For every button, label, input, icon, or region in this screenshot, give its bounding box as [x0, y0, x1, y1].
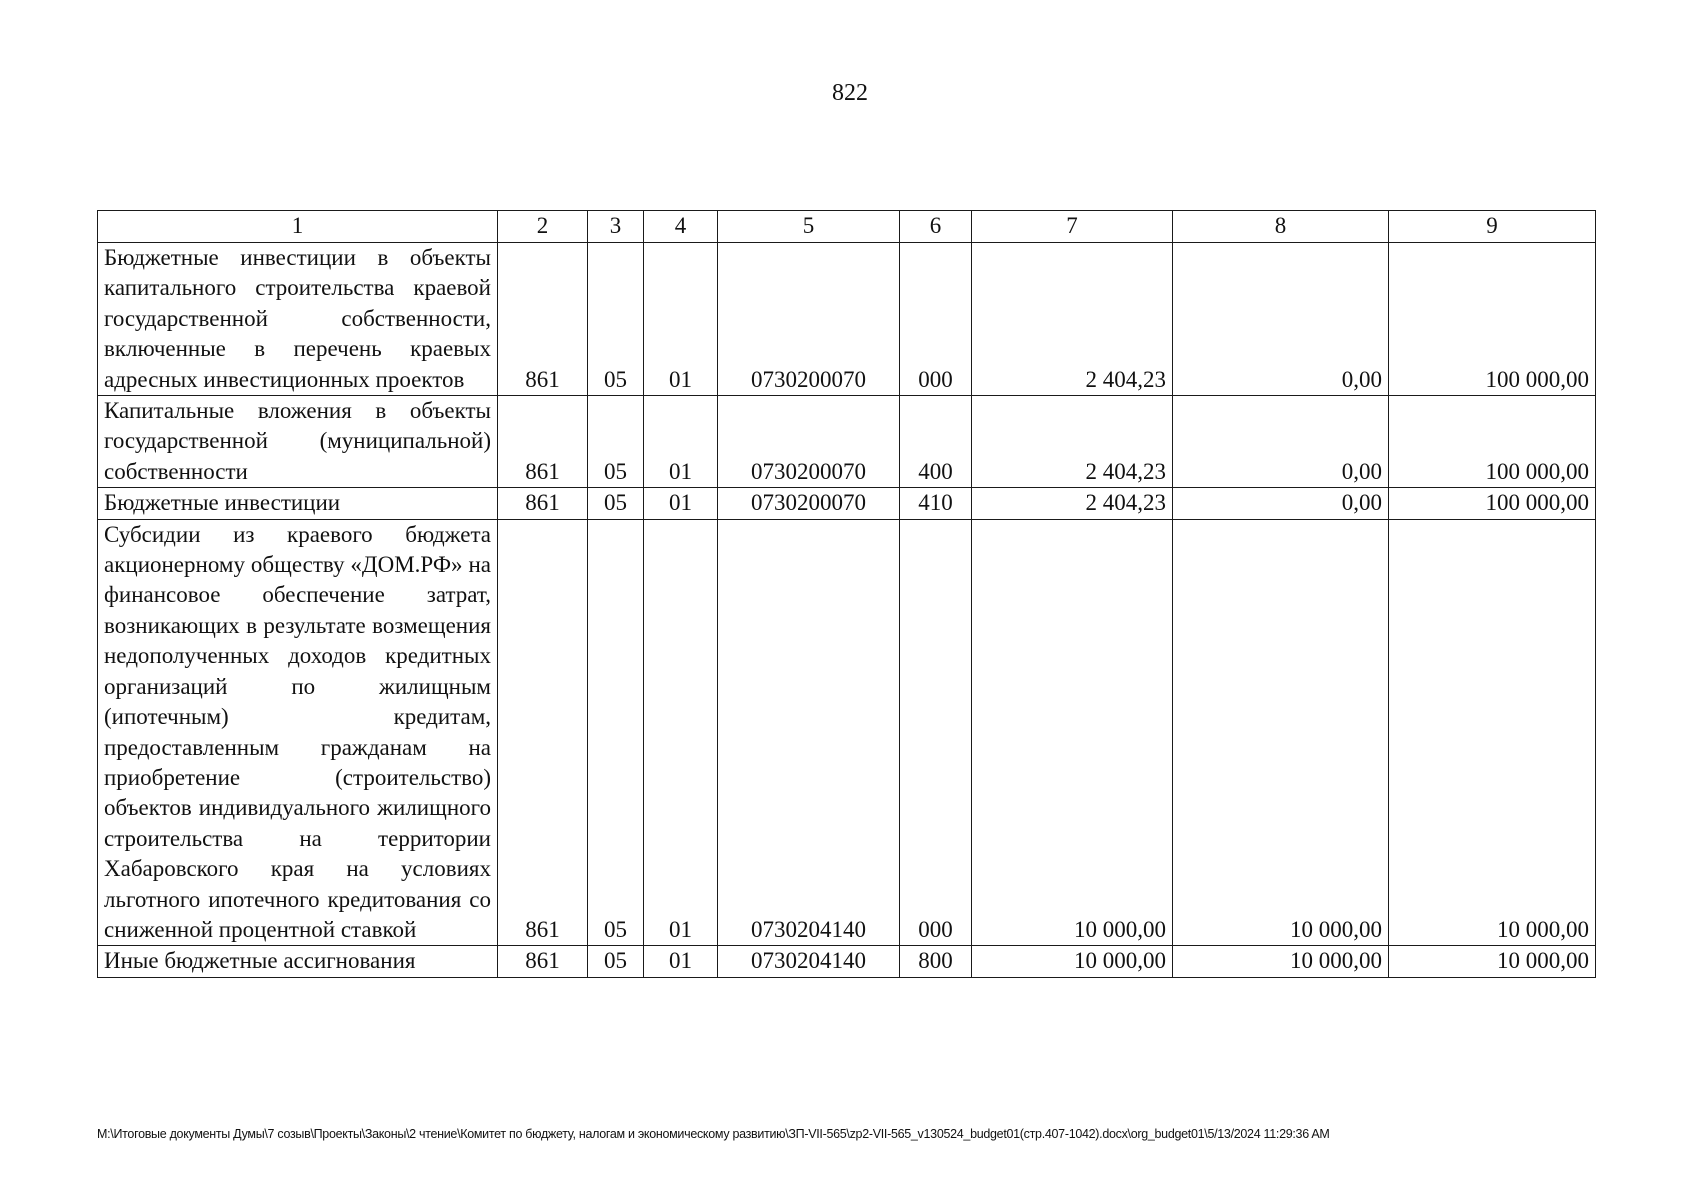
cell-col4: 01: [644, 243, 718, 396]
cell-col2: 861: [498, 396, 588, 488]
column-header: 4: [644, 211, 718, 243]
cell-col7: 10 000,00: [972, 519, 1173, 946]
table-row: [98, 519, 1596, 946]
cell-col8: 10 000,00: [1173, 946, 1389, 977]
cell-col6: 800: [900, 946, 972, 977]
cell-col5: 0730204140: [718, 946, 900, 977]
row-description: Бюджетные инвестиции в объекты капитального строительства краевой государственной собственности, включенные в перечень краевых адресных инвестиционных проектов: [98, 243, 498, 396]
cell-col9: 100 000,00: [1389, 243, 1596, 396]
column-header: 9: [1389, 211, 1596, 243]
cell-col2: 861: [498, 946, 588, 977]
cell-col9: 100 000,00: [1389, 488, 1596, 519]
column-header: 3: [588, 211, 644, 243]
column-header: 7: [972, 211, 1173, 243]
cell-col4: 01: [644, 519, 718, 946]
cell-col5: 0730200070: [718, 396, 900, 488]
page-number: 822: [832, 80, 868, 106]
table-row: [98, 488, 1596, 519]
cell-col8: 10 000,00: [1173, 519, 1389, 946]
table-row: [98, 243, 1596, 396]
cell-col6: 400: [900, 396, 972, 488]
cell-col7: 10 000,00: [972, 946, 1173, 977]
cell-col4: 01: [644, 488, 718, 519]
cell-col3: 05: [588, 519, 644, 946]
cell-col4: 01: [644, 946, 718, 977]
document-path-footer: M:\Итоговые документы Думы\7 созыв\Проекты\Законы\2 чтение\Комитет по бюджету, налогам и экономическому развитию\ЗП-VII-565\zp2-VII-565_v130524_budget01(стр.407-1042).docx\org_budget01\5/13/2024 11:29:36 AM: [97, 1127, 1330, 1141]
table-row: [98, 946, 1596, 977]
column-header: 8: [1173, 211, 1389, 243]
column-header: 6: [900, 211, 972, 243]
cell-col3: 05: [588, 396, 644, 488]
cell-col8: 0,00: [1173, 243, 1389, 396]
cell-col4: 01: [644, 396, 718, 488]
cell-col8: 0,00: [1173, 396, 1389, 488]
cell-col6: 000: [900, 243, 972, 396]
cell-col9: 100 000,00: [1389, 396, 1596, 488]
cell-col5: 0730204140: [718, 519, 900, 946]
cell-col8: 0,00: [1173, 488, 1389, 519]
cell-col2: 861: [498, 243, 588, 396]
cell-col2: 861: [498, 488, 588, 519]
column-header: 1: [98, 211, 498, 243]
cell-col3: 05: [588, 946, 644, 977]
header-row: [98, 211, 1596, 243]
cell-col9: 10 000,00: [1389, 519, 1596, 946]
cell-col6: 000: [900, 519, 972, 946]
row-description: Бюджетные инвестиции: [98, 488, 498, 519]
column-header: 2: [498, 211, 588, 243]
cell-col2: 861: [498, 519, 588, 946]
cell-col7: 2 404,23: [972, 243, 1173, 396]
cell-col3: 05: [588, 243, 644, 396]
cell-col5: 0730200070: [718, 488, 900, 519]
cell-col5: 0730200070: [718, 243, 900, 396]
cell-col7: 2 404,23: [972, 396, 1173, 488]
row-description: Капитальные вложения в объекты государственной (муниципальной) собственности: [98, 396, 498, 488]
cell-col9: 10 000,00: [1389, 946, 1596, 977]
cell-col3: 05: [588, 488, 644, 519]
cell-col7: 2 404,23: [972, 488, 1173, 519]
table-row: [98, 396, 1596, 488]
budget-table: [97, 210, 1596, 978]
column-header: 5: [718, 211, 900, 243]
row-description: Иные бюджетные ассигнования: [98, 946, 498, 977]
cell-col6: 410: [900, 488, 972, 519]
row-description: Субсидии из краевого бюджета акционерному обществу «ДОМ.РФ» на финансовое обеспечение затрат, возникающих в результате возмещения недополученных доходов кредитных организаций по жилищным (ипотечным) кредитам, предоставленным гражданам на приобретение (строительство) объектов индивидуального жилищного строительства на территории Хабаровского края на условиях льготного ипотечного кредитования со сниженной процентной ставкой: [98, 519, 498, 946]
